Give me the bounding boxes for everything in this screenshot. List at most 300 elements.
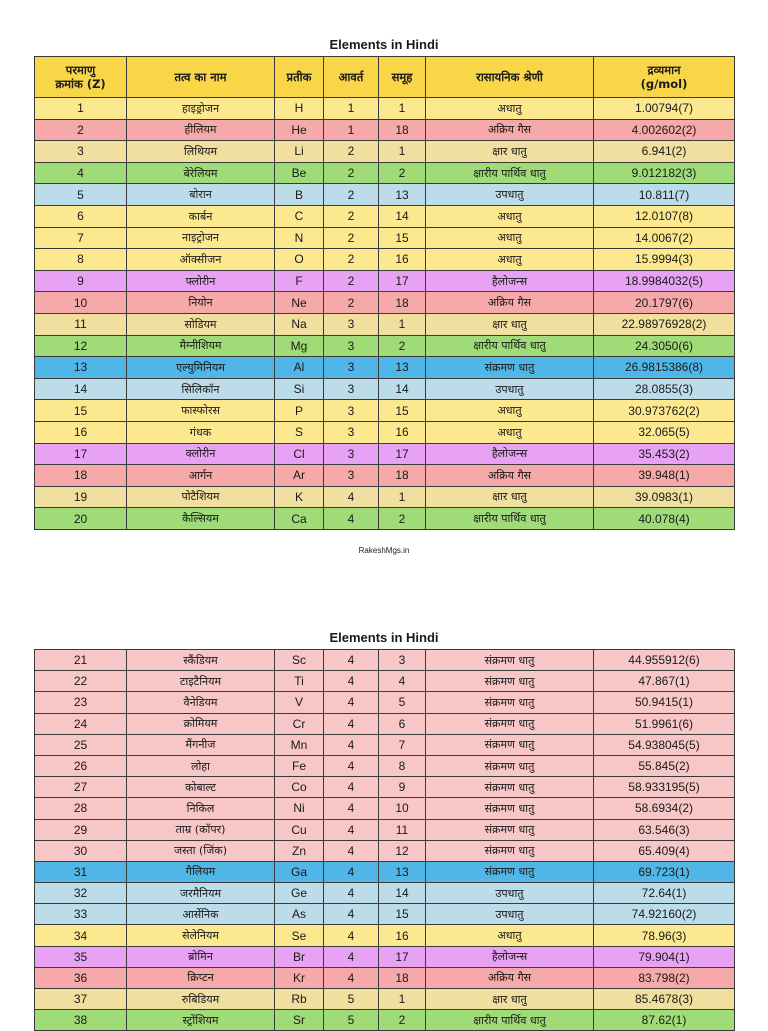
category-cell: अक्रिय गैस xyxy=(426,292,594,314)
symbol-cell: Al xyxy=(275,357,324,379)
category-cell: उपधातु xyxy=(426,883,594,904)
element-name-cell: ब्रोमिन xyxy=(127,946,275,967)
atomic-mass-cell: 12.0107(8) xyxy=(594,205,735,227)
table-row xyxy=(35,819,735,840)
atomic-mass-cell: 87.62(1) xyxy=(594,1010,735,1031)
category-cell: संक्रमण धातु xyxy=(426,713,594,734)
table-row xyxy=(35,883,735,904)
category-cell: उपधातु xyxy=(426,378,594,400)
category-cell: संक्रमण धातु xyxy=(426,819,594,840)
period-cell: 2 xyxy=(324,141,379,163)
category-cell: क्षार धातु xyxy=(426,313,594,335)
group-cell: 16 xyxy=(379,925,426,946)
group-cell: 18 xyxy=(379,967,426,988)
atomic-number-cell: 11 xyxy=(35,313,127,335)
symbol-cell: S xyxy=(275,421,324,443)
atomic-mass-cell: 40.078(4) xyxy=(594,508,735,530)
atomic-number-cell: 7 xyxy=(35,227,127,249)
period-cell: 5 xyxy=(324,989,379,1010)
symbol-cell: Ga xyxy=(275,861,324,882)
element-name-cell: क्लोरीन xyxy=(127,443,275,465)
symbol-cell: Cr xyxy=(275,713,324,734)
element-name-cell: स्कैंडियम xyxy=(127,650,275,671)
table-row xyxy=(35,184,735,206)
atomic-mass-cell: 69.723(1) xyxy=(594,861,735,882)
group-cell: 5 xyxy=(379,692,426,713)
group-cell: 2 xyxy=(379,335,426,357)
category-cell: क्षारीय पार्थिव धातु xyxy=(426,162,594,184)
group-cell: 2 xyxy=(379,508,426,530)
header-mass: द्रव्यमान (g/mol) xyxy=(594,57,735,98)
table-row xyxy=(35,486,735,508)
element-name-cell: कार्बन xyxy=(127,205,275,227)
element-name-cell: आर्गन xyxy=(127,465,275,487)
atomic-number-cell: 31 xyxy=(35,861,127,882)
atomic-number-cell: 10 xyxy=(35,292,127,314)
group-cell: 11 xyxy=(379,819,426,840)
table-row xyxy=(35,357,735,379)
atomic-mass-cell: 58.933195(5) xyxy=(594,777,735,798)
atomic-number-cell: 26 xyxy=(35,755,127,776)
symbol-cell: Zn xyxy=(275,840,324,861)
atomic-number-cell: 17 xyxy=(35,443,127,465)
atomic-number-cell: 19 xyxy=(35,486,127,508)
period-cell: 3 xyxy=(324,421,379,443)
atomic-number-cell: 18 xyxy=(35,465,127,487)
element-name-cell: बेरेलियम xyxy=(127,162,275,184)
elements-table-2 xyxy=(34,649,735,1031)
footer-site-name: RakeshMgs.in xyxy=(358,546,410,555)
atomic-mass-cell: 9.012182(3) xyxy=(594,162,735,184)
table-row xyxy=(35,378,735,400)
category-cell: संक्रमण धातु xyxy=(426,357,594,379)
atomic-number-cell: 20 xyxy=(35,508,127,530)
period-cell: 4 xyxy=(324,734,379,755)
atomic-number-cell: 22 xyxy=(35,671,127,692)
category-cell: अधातु xyxy=(426,421,594,443)
group-cell: 13 xyxy=(379,184,426,206)
element-name-cell: सिलिकॉन xyxy=(127,378,275,400)
group-cell: 14 xyxy=(379,378,426,400)
element-name-cell: मैंगनीज xyxy=(127,734,275,755)
group-cell: 1 xyxy=(379,989,426,1010)
atomic-number-cell: 29 xyxy=(35,819,127,840)
element-name-cell: आर्सेनिक xyxy=(127,904,275,925)
atomic-number-cell: 32 xyxy=(35,883,127,904)
atomic-mass-cell: 54.938045(5) xyxy=(594,734,735,755)
group-cell: 14 xyxy=(379,205,426,227)
category-cell: अधातु xyxy=(426,400,594,422)
symbol-cell: K xyxy=(275,486,324,508)
symbol-cell: Cu xyxy=(275,819,324,840)
symbol-cell: F xyxy=(275,270,324,292)
atomic-mass-cell: 39.0983(1) xyxy=(594,486,735,508)
atomic-number-cell: 15 xyxy=(35,400,127,422)
group-cell: 17 xyxy=(379,946,426,967)
atomic-mass-cell: 32.065(5) xyxy=(594,421,735,443)
period-cell: 1 xyxy=(324,98,379,120)
symbol-cell: Ca xyxy=(275,508,324,530)
symbol-cell: Co xyxy=(275,777,324,798)
symbol-cell: B xyxy=(275,184,324,206)
symbol-cell: Ti xyxy=(275,671,324,692)
table-row xyxy=(35,443,735,465)
period-cell: 3 xyxy=(324,465,379,487)
atomic-mass-cell: 15.9994(3) xyxy=(594,249,735,271)
atomic-mass-cell: 50.9415(1) xyxy=(594,692,735,713)
element-name-cell: स्ट्रोंशियम xyxy=(127,1010,275,1031)
header-group: समूह xyxy=(379,57,426,98)
table-row xyxy=(35,508,735,530)
table-row xyxy=(35,777,735,798)
atomic-number-cell: 34 xyxy=(35,925,127,946)
group-cell: 18 xyxy=(379,292,426,314)
atomic-mass-cell: 28.0855(3) xyxy=(594,378,735,400)
category-cell: क्षार धातु xyxy=(426,486,594,508)
elements-table-1 xyxy=(34,56,735,530)
group-cell: 2 xyxy=(379,162,426,184)
atomic-mass-cell: 63.546(3) xyxy=(594,819,735,840)
atomic-number-cell: 1 xyxy=(35,98,127,120)
atomic-number-cell: 35 xyxy=(35,946,127,967)
element-name-cell: बोरान xyxy=(127,184,275,206)
group-cell: 1 xyxy=(379,141,426,163)
element-name-cell: कोबाल्ट xyxy=(127,777,275,798)
group-cell: 12 xyxy=(379,840,426,861)
group-cell: 13 xyxy=(379,861,426,882)
atomic-mass-cell: 83.798(2) xyxy=(594,967,735,988)
category-cell: अक्रिय गैस xyxy=(426,967,594,988)
period-cell: 3 xyxy=(324,357,379,379)
group-cell: 14 xyxy=(379,883,426,904)
period-cell: 2 xyxy=(324,227,379,249)
symbol-cell: Kr xyxy=(275,967,324,988)
category-cell: हैलोजन्स xyxy=(426,270,594,292)
atomic-number-cell: 9 xyxy=(35,270,127,292)
period-cell: 1 xyxy=(324,119,379,141)
category-cell: क्षारीय पार्थिव धातु xyxy=(426,1010,594,1031)
period-cell: 3 xyxy=(324,400,379,422)
group-cell: 1 xyxy=(379,98,426,120)
element-name-cell: नियोन xyxy=(127,292,275,314)
group-cell: 17 xyxy=(379,270,426,292)
table-row xyxy=(35,400,735,422)
period-cell: 4 xyxy=(324,486,379,508)
symbol-cell: C xyxy=(275,205,324,227)
symbol-cell: N xyxy=(275,227,324,249)
table-row xyxy=(35,313,735,335)
category-cell: अधातु xyxy=(426,925,594,946)
header-category: रासायनिक श्रेणी xyxy=(426,57,594,98)
atomic-number-cell: 28 xyxy=(35,798,127,819)
group-cell: 15 xyxy=(379,400,426,422)
element-name-cell: जस्ता (जिंक) xyxy=(127,840,275,861)
element-name-cell: टाइटैनियम xyxy=(127,671,275,692)
group-cell: 15 xyxy=(379,227,426,249)
group-cell: 18 xyxy=(379,465,426,487)
table-row xyxy=(35,861,735,882)
table-row xyxy=(35,465,735,487)
table-row xyxy=(35,967,735,988)
element-name-cell: लिथियम xyxy=(127,141,275,163)
atomic-mass-cell: 44.955912(6) xyxy=(594,650,735,671)
element-name-cell: वैनेडियम xyxy=(127,692,275,713)
group-cell: 4 xyxy=(379,671,426,692)
atomic-number-cell: 38 xyxy=(35,1010,127,1031)
table-row xyxy=(35,798,735,819)
table-row xyxy=(35,840,735,861)
category-cell: अधातु xyxy=(426,227,594,249)
period-cell: 2 xyxy=(324,249,379,271)
table-header-row xyxy=(35,57,735,98)
atomic-mass-cell: 14.0067(2) xyxy=(594,227,735,249)
atomic-mass-cell: 65.409(4) xyxy=(594,840,735,861)
element-name-cell: गैलियम xyxy=(127,861,275,882)
group-cell: 13 xyxy=(379,357,426,379)
table-row xyxy=(35,755,735,776)
atomic-mass-cell: 10.811(7) xyxy=(594,184,735,206)
period-cell: 3 xyxy=(324,313,379,335)
symbol-cell: Cl xyxy=(275,443,324,465)
symbol-cell: Mg xyxy=(275,335,324,357)
atomic-mass-cell: 55.845(2) xyxy=(594,755,735,776)
atomic-mass-cell: 26.9815386(8) xyxy=(594,357,735,379)
element-name-cell: जरमैनियम xyxy=(127,883,275,904)
atomic-number-cell: 23 xyxy=(35,692,127,713)
symbol-cell: Fe xyxy=(275,755,324,776)
symbol-cell: O xyxy=(275,249,324,271)
table-row xyxy=(35,946,735,967)
atomic-mass-cell: 30.973762(2) xyxy=(594,400,735,422)
category-cell: अधातु xyxy=(426,98,594,120)
symbol-cell: V xyxy=(275,692,324,713)
element-name-cell: पोटैशियम xyxy=(127,486,275,508)
period-cell: 4 xyxy=(324,671,379,692)
element-name-cell: कैल्सियम xyxy=(127,508,275,530)
period-cell: 2 xyxy=(324,162,379,184)
category-cell: संक्रमण धातु xyxy=(426,692,594,713)
page-title-second: Elements in Hindi xyxy=(329,630,439,645)
period-cell: 3 xyxy=(324,335,379,357)
group-cell: 10 xyxy=(379,798,426,819)
group-cell: 6 xyxy=(379,713,426,734)
atomic-number-cell: 21 xyxy=(35,650,127,671)
table-row xyxy=(35,270,735,292)
symbol-cell: Li xyxy=(275,141,324,163)
table-row xyxy=(35,162,735,184)
period-cell: 2 xyxy=(324,184,379,206)
element-name-cell: सेलेनियम xyxy=(127,925,275,946)
symbol-cell: He xyxy=(275,119,324,141)
symbol-cell: Mn xyxy=(275,734,324,755)
symbol-cell: Ne xyxy=(275,292,324,314)
category-cell: उपधातु xyxy=(426,184,594,206)
period-cell: 4 xyxy=(324,925,379,946)
atomic-number-cell: 3 xyxy=(35,141,127,163)
atomic-mass-cell: 78.96(3) xyxy=(594,925,735,946)
atomic-mass-cell: 35.453(2) xyxy=(594,443,735,465)
group-cell: 8 xyxy=(379,755,426,776)
category-cell: हैलोजन्स xyxy=(426,946,594,967)
period-cell: 2 xyxy=(324,270,379,292)
atomic-number-cell: 25 xyxy=(35,734,127,755)
symbol-cell: Si xyxy=(275,378,324,400)
category-cell: अधातु xyxy=(426,249,594,271)
atomic-mass-cell: 1.00794(7) xyxy=(594,98,735,120)
table-row xyxy=(35,119,735,141)
group-cell: 1 xyxy=(379,486,426,508)
symbol-cell: Ar xyxy=(275,465,324,487)
symbol-cell: Br xyxy=(275,946,324,967)
element-name-cell: क्रोमियम xyxy=(127,713,275,734)
period-cell: 2 xyxy=(324,205,379,227)
atomic-number-cell: 16 xyxy=(35,421,127,443)
period-cell: 4 xyxy=(324,755,379,776)
atomic-mass-cell: 20.1797(6) xyxy=(594,292,735,314)
category-cell: हैलोजन्स xyxy=(426,443,594,465)
atomic-mass-cell: 47.867(1) xyxy=(594,671,735,692)
category-cell: संक्रमण धातु xyxy=(426,734,594,755)
element-name-cell: फ्लोरीन xyxy=(127,270,275,292)
atomic-mass-cell: 22.98976928(2) xyxy=(594,313,735,335)
category-cell: अक्रिय गैस xyxy=(426,465,594,487)
period-cell: 4 xyxy=(324,650,379,671)
category-cell: क्षारीय पार्थिव धातु xyxy=(426,508,594,530)
symbol-cell: P xyxy=(275,400,324,422)
period-cell: 3 xyxy=(324,378,379,400)
table-row xyxy=(35,98,735,120)
atomic-number-cell: 2 xyxy=(35,119,127,141)
group-cell: 1 xyxy=(379,313,426,335)
category-cell: क्षार धातु xyxy=(426,989,594,1010)
period-cell: 3 xyxy=(324,443,379,465)
period-cell: 4 xyxy=(324,713,379,734)
period-cell: 4 xyxy=(324,819,379,840)
atomic-mass-cell: 18.9984032(5) xyxy=(594,270,735,292)
category-cell: संक्रमण धातु xyxy=(426,650,594,671)
element-name-cell: एल्युमिनियम xyxy=(127,357,275,379)
symbol-cell: Rb xyxy=(275,989,324,1010)
category-cell: संक्रमण धातु xyxy=(426,798,594,819)
atomic-number-cell: 27 xyxy=(35,777,127,798)
group-cell: 7 xyxy=(379,734,426,755)
category-cell: संक्रमण धातु xyxy=(426,840,594,861)
atomic-mass-cell: 6.941(2) xyxy=(594,141,735,163)
category-cell: क्षार धातु xyxy=(426,141,594,163)
period-cell: 4 xyxy=(324,692,379,713)
table-row xyxy=(35,925,735,946)
table-row xyxy=(35,1010,735,1031)
group-cell: 15 xyxy=(379,904,426,925)
atomic-mass-cell: 72.64(1) xyxy=(594,883,735,904)
element-name-cell: गंधक xyxy=(127,421,275,443)
symbol-cell: Na xyxy=(275,313,324,335)
element-name-cell: नाइट्रोजन xyxy=(127,227,275,249)
period-cell: 2 xyxy=(324,292,379,314)
period-cell: 4 xyxy=(324,508,379,530)
period-cell: 4 xyxy=(324,883,379,904)
category-cell: संक्रमण धातु xyxy=(426,671,594,692)
atomic-number-cell: 12 xyxy=(35,335,127,357)
table-row xyxy=(35,671,735,692)
symbol-cell: Be xyxy=(275,162,324,184)
atomic-number-cell: 14 xyxy=(35,378,127,400)
symbol-cell: H xyxy=(275,98,324,120)
atomic-mass-cell: 51.9961(6) xyxy=(594,713,735,734)
symbol-cell: Sr xyxy=(275,1010,324,1031)
element-name-cell: हाइड्रोजन xyxy=(127,98,275,120)
category-cell: उपधातु xyxy=(426,904,594,925)
table-row xyxy=(35,421,735,443)
period-cell: 4 xyxy=(324,861,379,882)
table-row xyxy=(35,989,735,1010)
symbol-cell: Ni xyxy=(275,798,324,819)
element-name-cell: सोडियम xyxy=(127,313,275,335)
atomic-number-cell: 24 xyxy=(35,713,127,734)
category-cell: संक्रमण धातु xyxy=(426,777,594,798)
element-name-cell: ऑक्सीजन xyxy=(127,249,275,271)
table-row xyxy=(35,713,735,734)
category-cell: क्षारीय पार्थिव धातु xyxy=(426,335,594,357)
category-cell: संक्रमण धातु xyxy=(426,755,594,776)
element-name-cell: फास्फोरस xyxy=(127,400,275,422)
group-cell: 16 xyxy=(379,421,426,443)
atomic-number-cell: 36 xyxy=(35,967,127,988)
header-symbol: प्रतीक xyxy=(275,57,324,98)
atomic-mass-cell: 39.948(1) xyxy=(594,465,735,487)
atomic-number-cell: 4 xyxy=(35,162,127,184)
group-cell: 16 xyxy=(379,249,426,271)
category-cell: संक्रमण धातु xyxy=(426,861,594,882)
symbol-cell: Ge xyxy=(275,883,324,904)
table-row xyxy=(35,904,735,925)
element-name-cell: निकिल xyxy=(127,798,275,819)
period-cell: 4 xyxy=(324,946,379,967)
atomic-number-cell: 6 xyxy=(35,205,127,227)
period-cell: 4 xyxy=(324,798,379,819)
symbol-cell: As xyxy=(275,904,324,925)
atomic-mass-cell: 85.4678(3) xyxy=(594,989,735,1010)
category-cell: अधातु xyxy=(426,205,594,227)
page-title: Elements in Hindi xyxy=(329,37,439,52)
group-cell: 3 xyxy=(379,650,426,671)
element-name-cell: मैग्नीशियम xyxy=(127,335,275,357)
atomic-number-cell: 37 xyxy=(35,989,127,1010)
category-cell: अक्रिय गैस xyxy=(426,119,594,141)
table-row xyxy=(35,227,735,249)
element-name-cell: हीलियम xyxy=(127,119,275,141)
atomic-number-cell: 5 xyxy=(35,184,127,206)
atomic-mass-cell: 74.92160(2) xyxy=(594,904,735,925)
table-row xyxy=(35,249,735,271)
atomic-number-cell: 13 xyxy=(35,357,127,379)
table-row xyxy=(35,141,735,163)
element-name-cell: ताम्र (कॉपर) xyxy=(127,819,275,840)
table-row xyxy=(35,734,735,755)
table-row xyxy=(35,292,735,314)
atomic-number-cell: 8 xyxy=(35,249,127,271)
atomic-mass-cell: 58.6934(2) xyxy=(594,798,735,819)
atomic-number-cell: 30 xyxy=(35,840,127,861)
period-cell: 4 xyxy=(324,967,379,988)
period-cell: 5 xyxy=(324,1010,379,1031)
symbol-cell: Sc xyxy=(275,650,324,671)
element-name-cell: लोहा xyxy=(127,755,275,776)
table-row xyxy=(35,692,735,713)
group-cell: 17 xyxy=(379,443,426,465)
table-row xyxy=(35,205,735,227)
atomic-number-cell: 33 xyxy=(35,904,127,925)
